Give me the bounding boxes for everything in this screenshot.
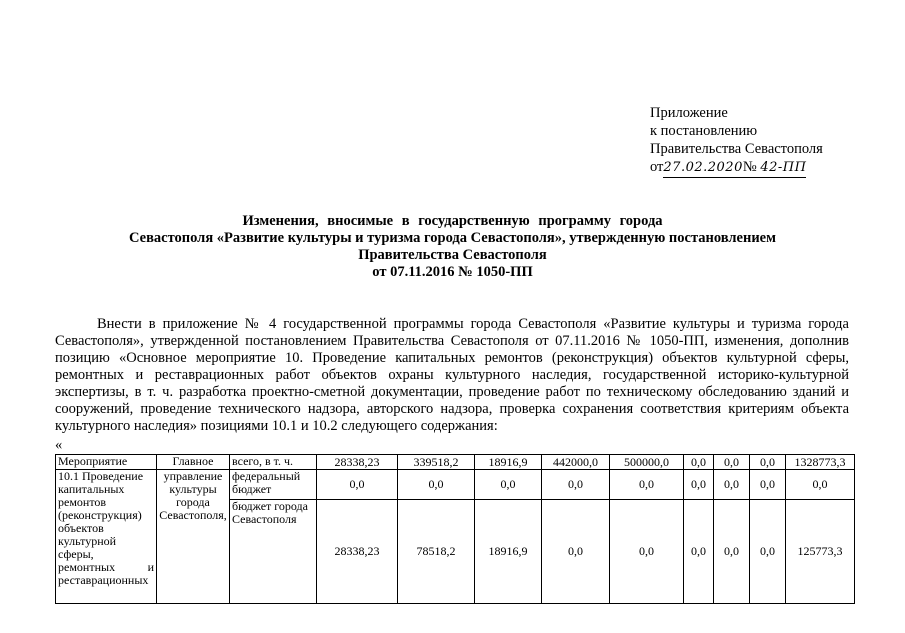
appendix-date-line <box>650 158 823 178</box>
date-prefix: от <box>650 159 664 175</box>
table-cell: 442000,0 <box>542 455 610 470</box>
cell-responsible <box>157 470 230 604</box>
table-cell: 0,0 <box>684 500 714 604</box>
table-cell: 0,0 <box>786 470 855 500</box>
table-row <box>56 470 855 500</box>
title-line-1: Изменения, вносимые в государственную программу города <box>242 213 663 229</box>
number-sign: № <box>742 159 757 175</box>
responsible-line: культуры <box>169 482 217 496</box>
table-cell: 78518,2 <box>398 500 475 604</box>
title-line-3: Правительства Севастополя <box>358 247 547 263</box>
handwritten-date: 27.02.2020 <box>663 160 743 175</box>
table-cell: 0,0 <box>750 500 786 604</box>
table-cell: 0,0 <box>684 455 714 470</box>
event-line: 10.1 Проведение <box>58 469 144 483</box>
table-cell: 339518,2 <box>398 455 475 470</box>
table-cell: 0,0 <box>610 470 684 500</box>
event-line: (реконструкция) <box>58 508 142 522</box>
event-line: ремонтов <box>58 495 107 509</box>
table-cell: 28338,23 <box>317 455 398 470</box>
responsible-line: города <box>176 495 210 509</box>
table-cell: 0,0 <box>610 500 684 604</box>
event-line: культурной <box>58 534 117 548</box>
event-line: капитальных <box>58 482 125 496</box>
cell-event-name <box>56 470 157 604</box>
appendix-block <box>650 104 823 178</box>
table-cell: 1328773,3 <box>786 455 855 470</box>
table-cell: 0,0 <box>714 500 750 604</box>
table-cell: 28338,23 <box>317 500 398 604</box>
cell-event-label: Мероприятие <box>56 455 157 470</box>
table-cell: 125773,3 <box>786 500 855 604</box>
program-table <box>55 454 855 604</box>
table-cell: 500000,0 <box>610 455 684 470</box>
table-cell: 0,0 <box>714 470 750 500</box>
table-cell: 0,0 <box>317 470 398 500</box>
table-cell: 18916,9 <box>475 500 542 604</box>
handwritten-number: 42-ПП <box>760 160 807 175</box>
table-cell: 0,0 <box>542 500 610 604</box>
open-quote: « <box>55 437 63 453</box>
cell-source-total: всего, в т. ч. <box>230 455 317 470</box>
table-row <box>56 455 855 470</box>
cell-source-city: бюджет города Севастополя <box>230 500 317 604</box>
event-line: реставрационных <box>58 573 149 587</box>
body-paragraph: Внести в приложение № 4 государственной программы города Севастополя «Развитие культуры и туризма города Севастополя», утвержденной постановлением Правительства Севастополя от 07.11.2016 № 1050-ПП, изменения, дополнив позицию «Основное мероприятие 10. Проведение капитальных ремонтов (реконструкция) объектов культурной сферы, ремонтных и реставрационных работ объектов охраны культурного наследия, государственной историко-культурной экспертизы, в т. ч. разработка проектно-сметной документации, проведение работ по техническому обследованию зданий и сооружений, проведение технического надзора, авторского надзора, проверка сохранения соответствия критериям объекта культурного наследия» позициями 10.1 и 10.2 следующего содержания: <box>55 316 849 434</box>
title-line-4: от 07.11.2016 № 1050-ПП <box>372 264 533 280</box>
event-line: сферы, <box>58 547 94 561</box>
appendix-line-2: к постановлению <box>650 123 758 139</box>
table-cell: 0,0 <box>684 470 714 500</box>
responsible-line: Севастополя, <box>159 508 227 522</box>
table-cell: 18916,9 <box>475 455 542 470</box>
event-line: объектов <box>58 521 104 535</box>
table-cell: 0,0 <box>475 470 542 500</box>
title-line-2: Севастополя «Развитие культуры и туризма города Севастополя», утвержденную постановлением <box>128 230 776 246</box>
appendix-line-3: Правительства Севастополя <box>650 141 823 157</box>
table-cell: 0,0 <box>714 455 750 470</box>
event-line: ремонтных и <box>58 560 154 574</box>
appendix-line-1: Приложение <box>650 105 728 121</box>
table-cell: 0,0 <box>398 470 475 500</box>
cell-responsible-label: Главное <box>157 455 230 470</box>
cell-source-federal: федеральный бюджет <box>230 470 317 500</box>
responsible-line: управление <box>163 469 223 483</box>
table-cell: 0,0 <box>542 470 610 500</box>
document-title <box>50 213 855 281</box>
table-cell: 0,0 <box>750 455 786 470</box>
table-cell: 0,0 <box>750 470 786 500</box>
